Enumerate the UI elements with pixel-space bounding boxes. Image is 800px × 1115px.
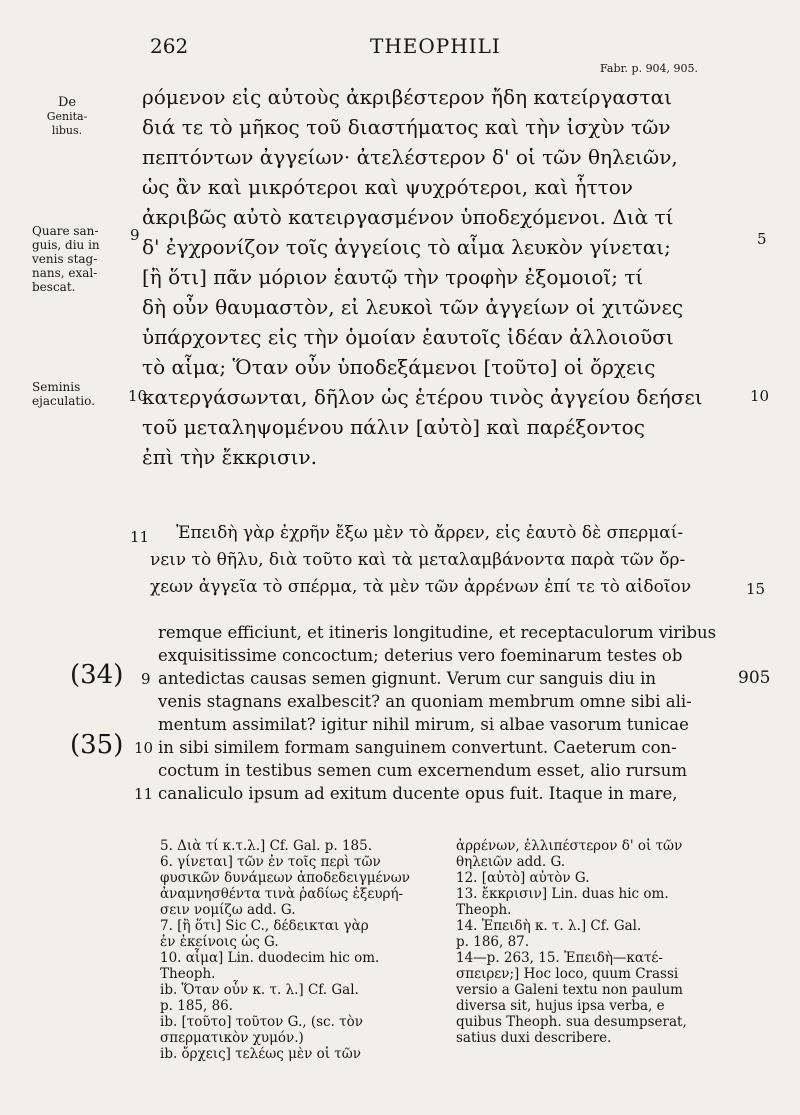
latin-translation [158,621,716,805]
section-marker: (35) [70,730,124,760]
footnote-line: Theoph. [160,966,216,982]
footnote-line: ib. Ὅταν οὖν κ. τ. λ.] Cf. Gal. [160,982,359,998]
greek-line: τὸ αἷμα; Ὅταν οὖν ὑποδεξάμενοι [τοῦτο] οἱ ὄρχεις [142,355,656,379]
greek-line: νειν τὸ θῆλυ, διὰ τοῦτο καὶ τὰ μεταλαμβάνοντα παρὰ τῶν ὄρ- [150,550,686,570]
footnote-line: diversa sit, hujus ipsa verba, e [456,998,665,1014]
footnote-line: ἀναμνησθέντα τινὰ ῥαδίως ἐξευρή- [160,886,404,902]
footnote-line: 5. Διὰ τί κ.τ.λ.] Cf. Gal. p. 185. [160,838,373,854]
latin-line: canaliculo ipsum ad exitum ducente opus fuit. Itaque in mare, [158,784,678,803]
footnotes-left-column [160,838,410,1062]
footnote-line: θηλειῶν add. G. [456,854,566,870]
greek-line: διά τε τὸ μῆκος τοῦ διαστήματος καὶ τὴν ἰσχὺν τῶν [142,115,671,139]
page-number: 262 [150,34,189,58]
margin-line: venis stag- [32,252,98,266]
greek-main-text [142,82,703,472]
greek-line: δ' ἐγχρονίζον τοῖς ἀγγείοις τὸ αἷμα λευκὸν γίνεται; [142,235,671,259]
margin-line: bescat. [32,280,76,294]
margin-note-quare-sanguis [32,224,100,294]
footnote-line: 13. ἔκκρισιν] Lin. duas hic om. [456,886,669,902]
footnote-line: 7. [ἢ ὅτι] Sic C., δέδεικται γὰρ [160,918,369,934]
greek-line: [ἢ ὅτι] πᾶν μόριον ἑαυτῷ τὴν τροφὴν ἐξομοιοῖ; τί [142,265,644,289]
latin-line: exquisitissime concoctum; deterius vero foeminarum testes ob [158,646,683,665]
line-number: 11 [134,785,154,803]
greek-line: ὡς ἂν καὶ μικρότεροι καὶ ψυχρότεροι, καὶ ἧττον [142,175,633,199]
margin-line: guis, diu in [32,238,100,252]
latin-line: coctum in testibus semen cum excernendum esset, alio rursum [158,761,688,780]
footnote-line: Theoph. [456,902,512,918]
latin-line: venis stagnans exalbescit? an quoniam membrum omne sibi ali- [158,692,692,711]
margin-line: Seminis [32,380,81,394]
section-marker: (34) [70,660,124,690]
latin-line: mentum assimilat? igitur nihil mirum, si albae vasorum tunicae [158,715,689,734]
greek-line: ἐπὶ τὴν ἔκκρισιν. [142,445,317,469]
line-number: 10 [750,387,770,405]
footnote-line: p. 185, 86. [160,998,234,1014]
footnote-line: σειν νομίζω add. G. [160,902,296,918]
margin-note-seminis [32,380,95,408]
line-number: 9 [130,226,140,244]
footnote-line: 12. [αὐτὸ] αὐτὸν G. [456,870,590,886]
footnote-line: σπειρεν;] Hoc loco, quum Crassi [456,966,679,982]
footnote-line: quibus Theoph. sua desumpserat, [456,1014,687,1030]
running-title: THEOPHILI [370,34,501,58]
greek-line: ρόμενον εἰς αὐτοὺς ἀκριβέστερον ἤδη κατείργασται [142,85,672,109]
greek-line: κατεργάσωνται, δῆλον ὡς ἑτέρου τινὸς ἀγγείου δεήσει [142,385,703,409]
footnote-line: φυσικῶν δυνάμεων ἀποδεδειγμένων [160,870,410,886]
line-number: 10 [134,739,154,757]
margin-note-de-genitalibus [32,96,102,138]
footnote-line: ib. ὄρχεις] τελέως μὲν οἱ τῶν [160,1046,361,1062]
footnote-line: 14—p. 263, 15. Ἐπειδὴ—κατέ- [456,950,663,966]
footnote-line: 6. γίνεται] τῶν ἐν τοῖς περὶ τῶν [160,854,381,870]
greek-second-passage [150,520,691,601]
footnote-line: 10. αἷμα] Lin. duodecim hic om. [160,950,380,966]
greek-line: δὴ οὖν θαυμαστὸν, εἰ λευκοὶ τῶν ἀγγείων οἱ χιτῶνες [142,295,684,319]
latin-line: antedictas causas semen gignunt. Verum cur sanguis diu in [158,669,657,688]
margin-line: libus. [51,124,83,137]
line-number: 905 [738,668,771,688]
footnote-line: ἐν ἐκείνοις ὡς G. [160,934,279,950]
greek-line: τοῦ μεταληψομένου πάλιν [αὐτὸ] καὶ παρέξοντος [142,415,645,439]
footnote-line: ib. [τοῦτο] τοῦτον G., (sc. τὸν [160,1014,363,1030]
footnote-line: 14. Ἐπειδὴ κ. τ. λ.] Cf. Gal. [456,918,642,934]
line-number: 11 [130,528,150,546]
footnote-line: σπερματικὸν χυμόν.) [160,1030,304,1046]
footnotes-right-column [456,838,687,1046]
margin-line: Quare san- [32,224,99,238]
footnote-line: versio a Galeni textu non paulum [456,982,683,998]
footnote-line: ἀρρένων, ἐλλιπέστερον δ' οἱ τῶν [456,838,683,854]
margin-line: ejaculatio. [32,394,95,408]
footnote-line: p. 186, 87. [456,934,530,950]
margin-line: De [57,95,77,110]
line-number: 10 [128,387,148,405]
footnote-line: satius duxi describere. [456,1030,612,1046]
line-number: 5 [757,230,767,248]
greek-line: ὑπάρχοντες εἰς τὴν ὁμοίαν ἑαυτοῖς ἰδέαν ἀλλοιοῦσι [142,325,674,349]
line-number: 9 [141,670,151,688]
margin-line: nans, exal- [32,266,98,280]
margin-line: Genita- [46,110,88,123]
line-number: 15 [746,580,766,598]
greek-line: χεων ἀγγεῖα τὸ σπέρμα, τὰ μὲν τῶν ἀρρένων ἐπί τε τὸ αἰδοῖον [150,577,692,597]
latin-line: in sibi similem formam sanguinem convertunt. Caeterum con- [158,738,677,757]
latin-line: remque efficiunt, et itineris longitudine, et receptaculorum viribus [158,623,717,642]
greek-line: ἀκριβῶς αὐτὸ κατειργασμένον ὑποδεχόμενοι. Διὰ τί [142,205,674,229]
greek-line: πεπτόντων ἀγγείων· ἀτελέστερον δ' οἱ τῶν θηλειῶν, [142,145,678,169]
greek-line: Ἐπειδὴ γὰρ ἐχρῆν ἔξω μὲν τὸ ἄρρεν, εἰς ἑαυτὸ δὲ σπερμαί- [176,523,684,543]
fabricius-reference: Fabr. p. 904, 905. [600,62,699,75]
